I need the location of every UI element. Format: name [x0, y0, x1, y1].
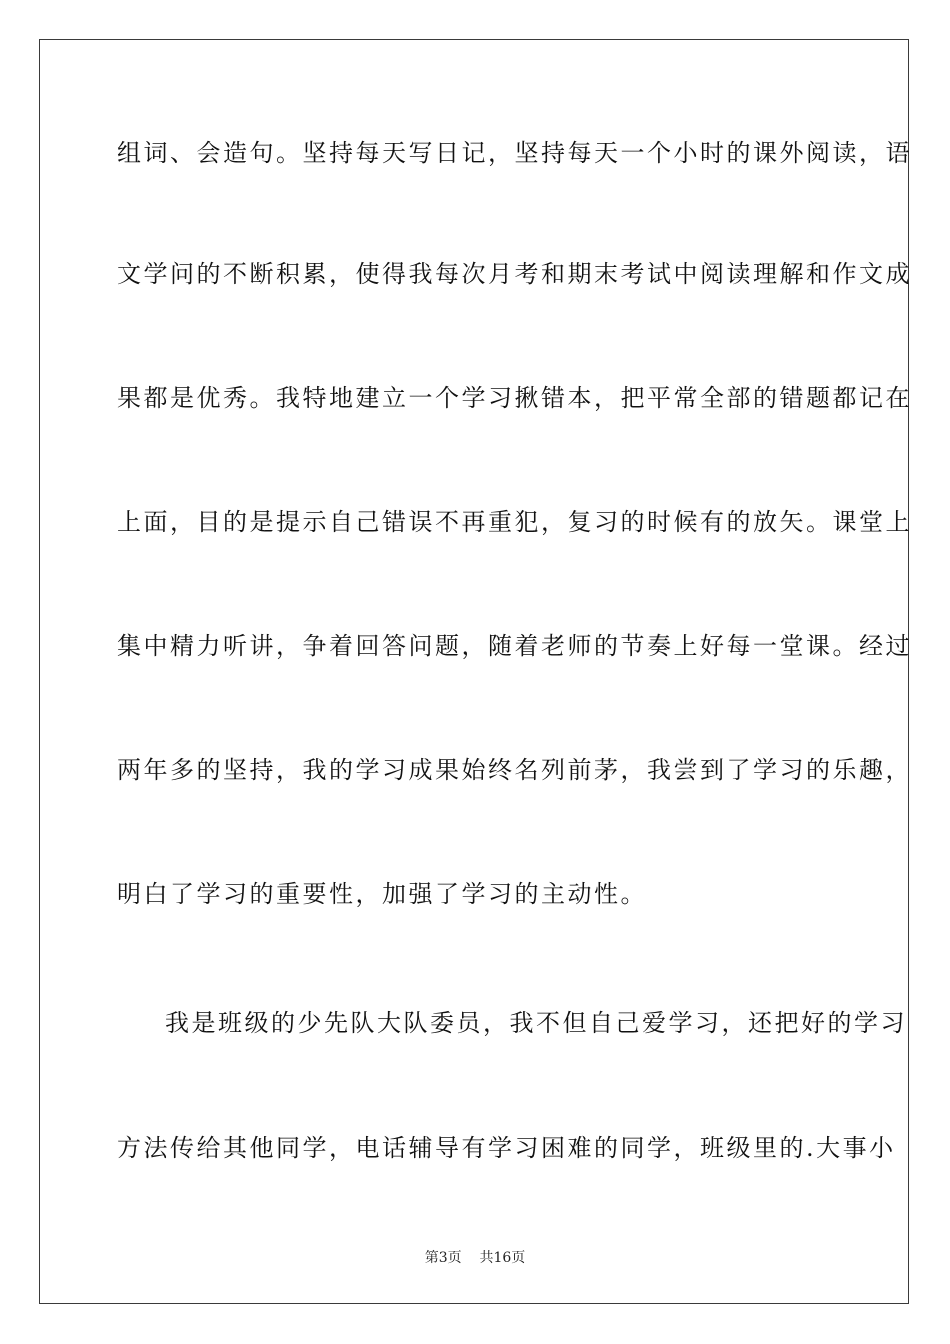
body-text-line-2: 文学问的不断积累，使得我每次月考和期末考试中阅读理解和作文成	[117, 260, 912, 288]
body-text-line-8: 我是班级的少先队大队委员，我不但自己爱学习，还把好的学习	[165, 1009, 907, 1037]
page-footer	[0, 1248, 950, 1268]
body-text-line-3: 果都是优秀。我特地建立一个学习揪错本，把平常全部的错题都记在	[117, 384, 912, 412]
page-number: 第3页	[424, 1250, 462, 1266]
body-text-line-9: 方法传给其他同学，电话辅导有学习困难的同学，班级里的.大事小	[117, 1134, 896, 1162]
body-text-line-5: 集中精力听讲，争着回答问题，随着老师的节奏上好每一堂课。经过	[117, 632, 912, 660]
body-text-line-1: 组词、会造句。坚持每天写日记，坚持每天一个小时的课外阅读，语	[117, 139, 912, 167]
body-text-line-4: 上面，目的是提示自己错误不再重犯，复习的时候有的放矢。课堂上	[117, 508, 912, 536]
body-text-line-7: 明白了学习的重要性，加强了学习的主动性。	[117, 880, 647, 908]
page-border	[39, 39, 912, 1304]
body-text-line-6: 两年多的坚持，我的学习成果始终名列前茅，我尝到了学习的乐趣，	[117, 756, 912, 784]
page-total: 共16页	[479, 1250, 526, 1266]
